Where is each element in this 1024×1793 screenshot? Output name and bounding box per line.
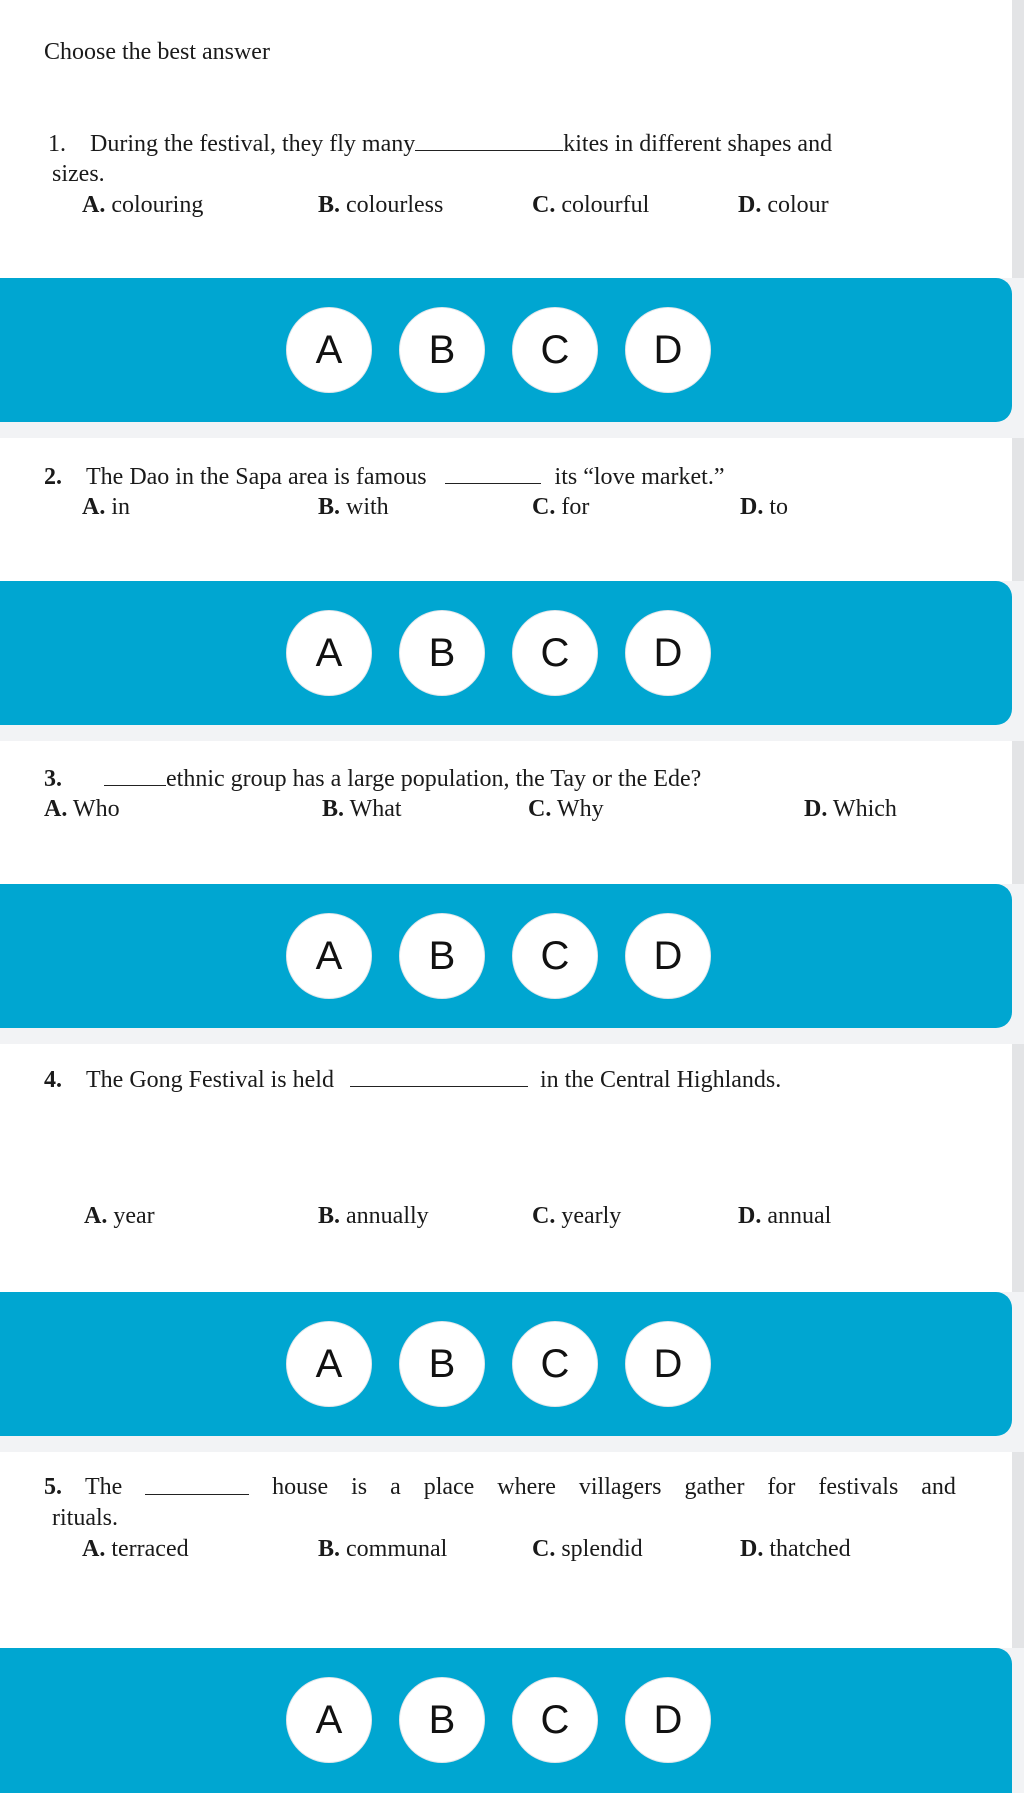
option-letter: D. [804, 796, 828, 822]
option-a [84, 1201, 155, 1231]
question-card-2 [0, 438, 1024, 581]
option-letter: B. [318, 192, 341, 218]
option-b [318, 492, 389, 522]
answer-button-c[interactable]: C [512, 1321, 598, 1407]
option-letter: C. [532, 1536, 556, 1562]
option-text: colouring [111, 192, 204, 218]
option-text: annually [346, 1203, 429, 1229]
stem-after-blank: in the Central Highlands. [539, 1067, 782, 1093]
scroll-rail [1012, 0, 1024, 278]
stem-word: house [272, 1474, 329, 1500]
option-a [82, 190, 203, 220]
answer-button-b[interactable]: B [399, 913, 485, 999]
option-b [318, 1534, 447, 1564]
stem-after-blank: kites in different shapes and [563, 131, 833, 157]
scroll-rail [1012, 1452, 1024, 1648]
question-number: 1. [48, 131, 66, 157]
option-letter: C. [528, 796, 552, 822]
stem-word: is [351, 1474, 368, 1500]
question-stem-continued: sizes. [52, 161, 105, 187]
scroll-rail [1012, 1044, 1024, 1292]
question-number: 3. [44, 766, 62, 792]
option-c [532, 1201, 621, 1231]
option-letter: C. [532, 1203, 556, 1229]
answer-button-a[interactable]: A [286, 1321, 372, 1407]
option-letter: C. [532, 192, 556, 218]
option-letter: C. [532, 494, 556, 520]
answer-button-a[interactable]: A [286, 1677, 372, 1763]
answer-blank [104, 763, 166, 786]
question-number: 4. [44, 1067, 62, 1093]
answer-button-c[interactable]: C [512, 307, 598, 393]
option-b [322, 794, 402, 824]
answer-blank [415, 128, 563, 151]
stem-after-blank: ethnic group has a large population, the Tay or the Ede? [166, 766, 702, 792]
answer-button-a[interactable]: A [286, 307, 372, 393]
answer-button-d[interactable]: D [625, 913, 711, 999]
option-text: What [349, 796, 402, 822]
option-letter: D. [740, 494, 764, 520]
scroll-rail [1012, 438, 1024, 581]
question-stem [44, 1064, 781, 1095]
option-text: colour [767, 192, 829, 218]
option-c [528, 794, 604, 824]
answer-button-a[interactable]: A [286, 610, 372, 696]
stem-word: villagers [578, 1474, 662, 1500]
answer-bar-5 [0, 1648, 1012, 1793]
option-letter: A. [84, 1203, 108, 1229]
question-card-5 [0, 1452, 1024, 1648]
answer-button-b[interactable]: B [399, 610, 485, 696]
stem-word: for [767, 1474, 796, 1500]
option-c [532, 190, 649, 220]
option-text: colourless [346, 192, 444, 218]
stem-word: The [84, 1474, 123, 1500]
option-text: thatched [769, 1536, 851, 1562]
answer-bar-4 [0, 1292, 1012, 1436]
option-d [738, 1201, 831, 1231]
answer-button-c[interactable]: C [512, 610, 598, 696]
answer-button-d[interactable]: D [625, 610, 711, 696]
stem-after-blank: its “love market.” [554, 464, 725, 490]
stem-word: gather [684, 1474, 745, 1500]
question-card-4 [0, 1044, 1024, 1292]
option-letter: B. [318, 1203, 341, 1229]
option-text: yearly [561, 1203, 622, 1229]
option-b [318, 1201, 429, 1231]
stem-word: festivals [818, 1474, 899, 1500]
question-stem [44, 1472, 956, 1502]
answer-button-b[interactable]: B [399, 1677, 485, 1763]
option-letter: B. [318, 1536, 341, 1562]
question-stem [48, 128, 832, 159]
option-letter: A. [82, 1536, 106, 1562]
option-text: to [769, 494, 789, 520]
option-text: with [346, 494, 389, 520]
option-text: Why [556, 796, 604, 822]
option-a [82, 1534, 189, 1564]
option-d [804, 794, 897, 824]
question-stem [44, 461, 724, 492]
stem-word: a [390, 1474, 401, 1500]
question-number: 2. [44, 464, 62, 490]
answer-button-b[interactable]: B [399, 1321, 485, 1407]
scroll-rail [1012, 741, 1024, 884]
answer-button-b[interactable]: B [399, 307, 485, 393]
option-letter: B. [318, 494, 341, 520]
option-letter: B. [322, 796, 345, 822]
answer-blank [445, 461, 541, 484]
answer-bar-3 [0, 884, 1012, 1028]
option-c [532, 1534, 643, 1564]
option-letter: A. [82, 192, 106, 218]
option-text: Who [72, 796, 120, 822]
option-text: communal [346, 1536, 448, 1562]
option-d [740, 1534, 851, 1564]
stem-before-blank: During the festival, they fly many [90, 131, 416, 157]
option-text: for [561, 494, 590, 520]
option-text: in [111, 494, 131, 520]
answer-button-d[interactable]: D [625, 307, 711, 393]
option-letter: A. [82, 494, 106, 520]
option-a [82, 492, 130, 522]
option-letter: D. [740, 1536, 764, 1562]
option-c [532, 492, 589, 522]
stem-word: and [921, 1474, 956, 1500]
answer-button-d[interactable]: D [625, 1677, 711, 1763]
stem-word: place [423, 1474, 475, 1500]
answer-bar-1 [0, 278, 1012, 422]
question-card-3 [0, 741, 1024, 884]
option-letter: D. [738, 1203, 762, 1229]
question-card-1 [0, 0, 1024, 278]
answer-button-a[interactable]: A [286, 913, 372, 999]
option-d [740, 492, 788, 522]
answer-button-c[interactable]: C [512, 1677, 598, 1763]
option-letter: D. [738, 192, 762, 218]
stem-before-blank: The Gong Festival is held [86, 1067, 334, 1093]
option-b [318, 190, 443, 220]
question-stem [44, 763, 701, 794]
answer-button-c[interactable]: C [512, 913, 598, 999]
option-letter: A. [44, 796, 68, 822]
question-number: 5. [44, 1474, 62, 1500]
answer-blank [145, 1472, 249, 1495]
instruction-text: Choose the best answer [44, 39, 270, 65]
option-text: annual [767, 1203, 832, 1229]
answer-bar-2 [0, 581, 1012, 725]
answer-blank [350, 1064, 528, 1087]
option-text: colourful [561, 192, 650, 218]
option-text: terraced [111, 1536, 189, 1562]
answer-button-d[interactable]: D [625, 1321, 711, 1407]
option-text: Which [832, 796, 897, 822]
option-text: year [113, 1203, 155, 1229]
stem-before-blank: The Dao in the Sapa area is famous [86, 464, 427, 490]
option-d [738, 190, 829, 220]
question-stem-continued: rituals. [52, 1505, 118, 1531]
option-text: splendid [561, 1536, 643, 1562]
option-a [44, 794, 120, 824]
stem-word: where [497, 1474, 556, 1500]
